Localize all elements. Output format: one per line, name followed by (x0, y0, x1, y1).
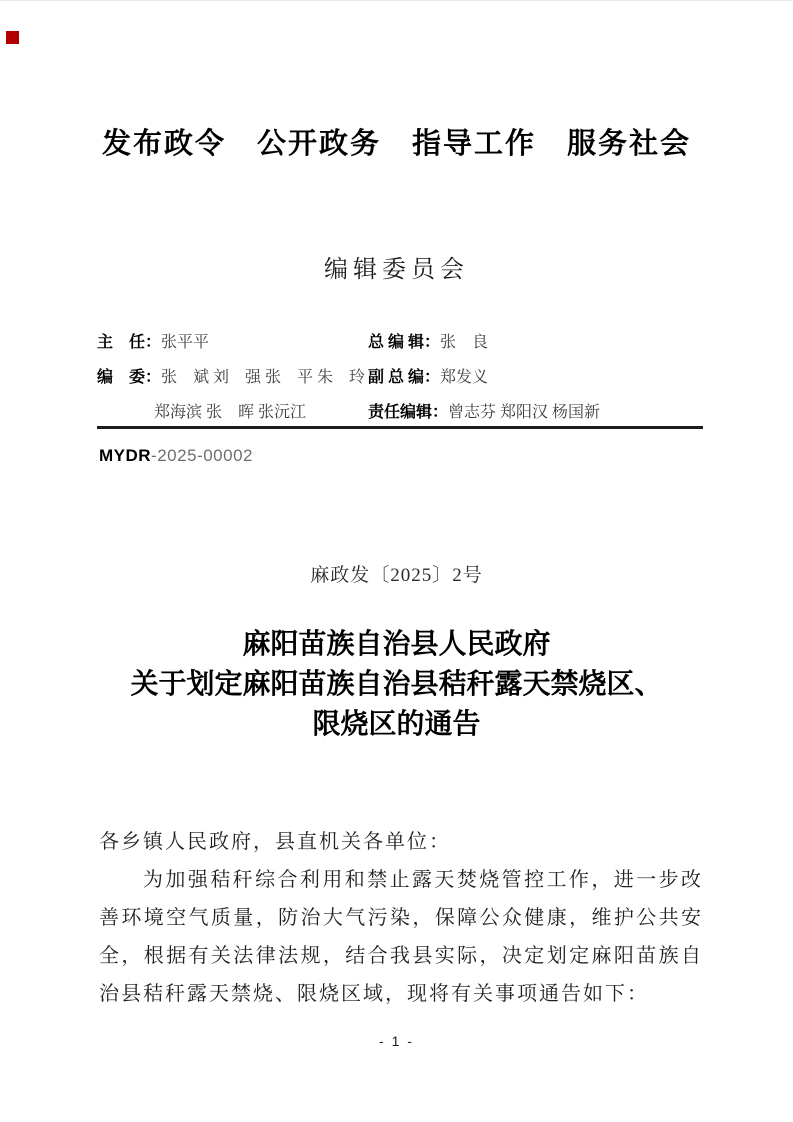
title-line-3: 限烧区的通告 (312, 709, 481, 740)
doc-number: 麻政发〔2025〕2号 (310, 565, 483, 586)
doc-code-prefix: MYDR (99, 446, 152, 465)
red-corner-mark (6, 31, 19, 44)
role-label: 编 委： (97, 369, 162, 386)
doc-code (99, 446, 253, 466)
committee-row (97, 395, 703, 430)
role-names: 张 良 (440, 334, 489, 351)
role-label: 总 编 辑： (368, 334, 441, 351)
body-text (99, 823, 703, 1013)
title-line-2: 关于划定麻阳苗族自治县秸秆露天禁烧区、 (130, 669, 663, 700)
role-names: 曾志芬 郑阳汉 杨国新 (448, 404, 601, 421)
role-names: 郑海滨 张 晖 张沅江 (154, 404, 307, 421)
title-line-1: 麻阳苗族自治县人民政府 (242, 629, 551, 660)
role-names: 郑发义 (440, 369, 489, 386)
role-label: 副 总 编： (368, 369, 441, 386)
committee-table (97, 325, 703, 430)
notice-title (0, 625, 793, 745)
page-number: - 1 - (379, 1033, 414, 1049)
doc-code-suffix: -2025-00002 (151, 446, 253, 465)
role-label: 主 任： (97, 334, 162, 351)
divider-rule (97, 426, 703, 429)
role-names: 张平平 (161, 334, 210, 351)
role-names: 张 斌 刘 强 张 平 朱 玲 (161, 369, 366, 386)
committee-row (97, 360, 703, 395)
salutation: 各乡镇人民政府，县直机关各单位： (99, 831, 451, 853)
committee-row (97, 325, 703, 360)
masthead-slogan: 发布政令 公开政务 指导工作 服务社会 (101, 128, 691, 160)
body-paragraph: 为加强秸秆综合利用和禁止露天焚烧管控工作，进一步改善环境空气质量，防治大气污染，保障公众健康，维护公共安全，根据有关法律法规，结合我县实际，决定划定麻阳苗族自治县秸秆露天禁烧、限烧区域，现将有关事项通告如下： (99, 869, 703, 1005)
role-label: 责任编辑： (368, 404, 449, 421)
committee-heading: 编辑委员会 (324, 257, 469, 283)
